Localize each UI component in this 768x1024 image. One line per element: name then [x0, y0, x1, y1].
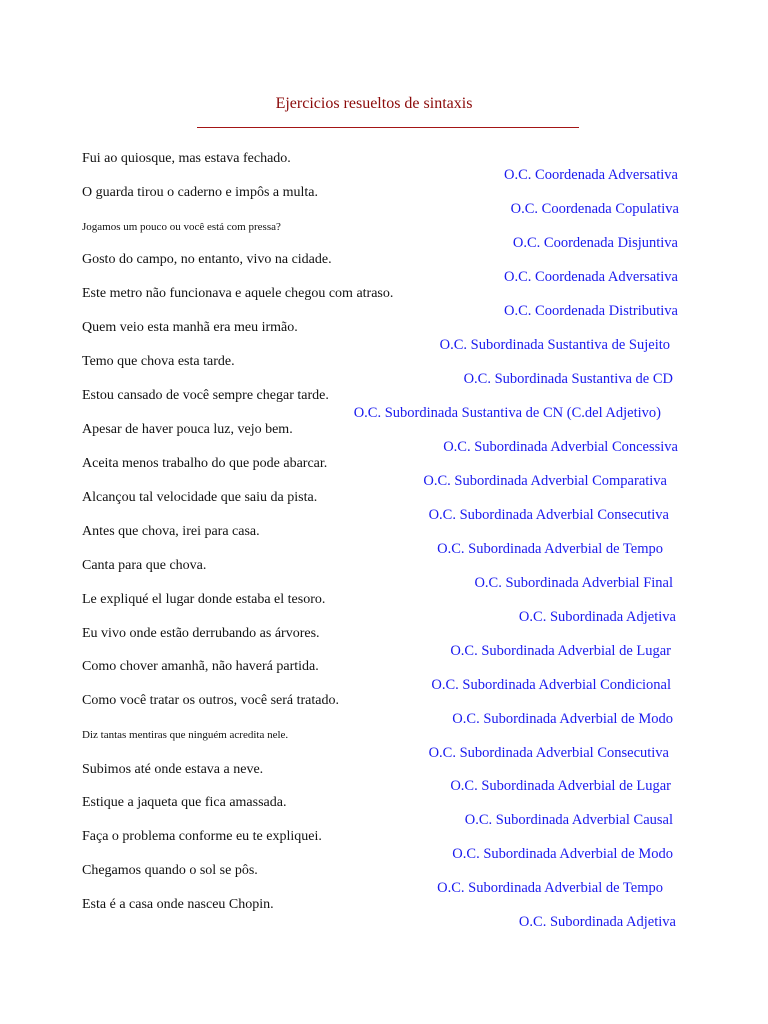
exercise-sentence: Estique a jaqueta que fica amassada. — [82, 795, 287, 810]
exercise-sentence: Diz tantas mentiras que ninguém acredita nele. — [82, 729, 289, 741]
exercise-sentence: Jogamos um pouco ou você está com pressa? — [82, 221, 281, 233]
exercise-sentence: Quem veio esta manhã era meu irmão. — [82, 320, 298, 335]
exercise-answer: O.C. Subordinada Adjetiva — [518, 609, 676, 625]
exercise-sentence: Chegamos quando o sol se pôs. — [82, 863, 258, 878]
exercise-answer: O.C. Subordinada Adverbial Comparativa — [423, 473, 667, 489]
exercise-sentence: Alcançou tal velocidade que saiu da pista. — [82, 490, 318, 505]
exercise-sentence: Antes que chova, irei para casa. — [82, 524, 260, 539]
exercise-answer: O.C. Subordinada Adverbial Consecutiva — [428, 507, 669, 523]
exercise-sentence: Como você tratar os outros, você será tratado. — [82, 693, 339, 708]
exercise-answer: O.C. Subordinada Adverbial de Modo — [452, 711, 673, 727]
exercise-answer: O.C. Coordenada Adversativa — [504, 269, 678, 285]
exercise-answer: O.C. Coordenada Copulativa — [510, 201, 679, 217]
exercise-answer: O.C. Coordenada Disjuntiva — [512, 235, 678, 251]
exercise-answer: O.C. Coordenada Distributiva — [504, 303, 678, 319]
exercise-sentence: Faça o problema conforme eu te expliquei. — [82, 829, 322, 844]
exercise-sentence: Apesar de haver pouca luz, vejo bem. — [82, 422, 293, 437]
exercise-answer: O.C. Subordinada Sustantiva de CN (C.del Adjetivo) — [353, 405, 661, 421]
exercise-answer: O.C. Subordinada Adverbial Causal — [464, 812, 673, 828]
exercise-answer: O.C. Subordinada Adverbial de Lugar — [450, 643, 671, 659]
exercise-sentence: Este metro não funcionava e aquele chegou com atraso. — [82, 286, 394, 301]
exercise-sentence: Como chover amanhã, não haverá partida. — [82, 659, 319, 674]
exercise-sentence: Le expliqué el lugar donde estaba el tesoro. — [82, 592, 326, 607]
exercise-sentence: Esta é a casa onde nasceu Chopin. — [82, 897, 274, 912]
exercise-answer: O.C. Subordinada Adverbial Condicional — [431, 677, 671, 693]
exercise-answer: O.C. Subordinada Adverbial Consecutiva — [428, 745, 669, 761]
exercise-answer: O.C. Subordinada Adverbial de Tempo — [437, 541, 663, 557]
exercise-sentence: Aceita menos trabalho do que pode abarcar. — [82, 456, 328, 471]
page-title: Ejercicios resueltos de sintaxis — [275, 95, 473, 112]
exercise-sentence: Fui ao quiosque, mas estava fechado. — [82, 151, 291, 166]
exercise-answer: O.C. Subordinada Adverbial de Modo — [452, 846, 673, 862]
exercise-answer: O.C. Coordenada Adversativa — [504, 167, 678, 183]
exercise-answer: O.C. Subordinada Sustantiva de Sujeito — [439, 337, 670, 353]
exercise-sentence: Gosto do campo, no entanto, vivo na cidade. — [82, 252, 332, 267]
exercise-answer: O.C. Subordinada Adjetiva — [518, 914, 676, 930]
exercise-answer: O.C. Subordinada Adverbial Final — [474, 575, 673, 591]
exercise-sentence: Canta para que chova. — [82, 558, 207, 573]
exercise-answer: O.C. Subordinada Adverbial de Lugar — [450, 778, 671, 794]
exercise-answer: O.C. Subordinada Adverbial Concessiva — [443, 439, 678, 455]
exercise-sentence: Subimos até onde estava a neve. — [82, 762, 264, 777]
exercise-sentence: Eu vivo onde estão derrubando as árvores. — [82, 626, 320, 641]
exercise-answer: O.C. Subordinada Sustantiva de CD — [463, 371, 673, 387]
exercise-answer: O.C. Subordinada Adverbial de Tempo — [437, 880, 663, 896]
title-underline — [197, 127, 579, 128]
exercise-sentence: Temo que chova esta tarde. — [82, 354, 235, 369]
exercise-sentence: Estou cansado de você sempre chegar tarde. — [82, 388, 329, 403]
exercise-sentence: O guarda tirou o caderno e impôs a multa. — [82, 185, 318, 200]
